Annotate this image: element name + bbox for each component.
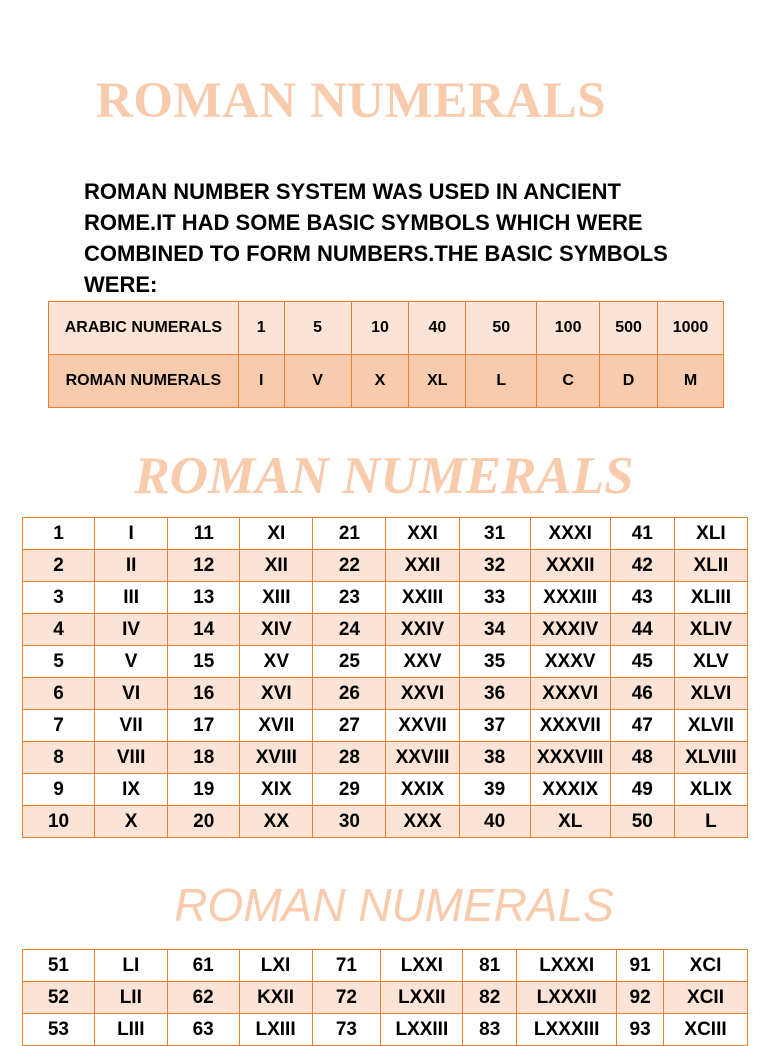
table-cell: 15: [168, 646, 240, 678]
table-cell: 48: [610, 742, 674, 774]
table-cell: 81: [463, 950, 517, 982]
table-cell: 50: [466, 302, 537, 355]
table-cell: XLII: [674, 550, 747, 582]
table-cell: 24: [313, 614, 386, 646]
table-cell: XCII: [664, 982, 748, 1014]
table-cell: XXX: [386, 806, 459, 838]
table-cell: XLVI: [674, 678, 747, 710]
table-cell: 34: [459, 614, 530, 646]
table-cell: 10: [351, 302, 409, 355]
table-cell: XXXI: [530, 518, 610, 550]
table-cell: 49: [610, 774, 674, 806]
table-cell: 1000: [658, 302, 724, 355]
table-cell: ARABIC NUMERALS: [49, 302, 239, 355]
table-row: [23, 582, 748, 614]
table-cell: 41: [610, 518, 674, 550]
table-row: [49, 302, 724, 355]
table-cell: XIX: [240, 774, 313, 806]
table-cell: 61: [167, 950, 239, 982]
table-row: [49, 355, 724, 408]
table-cell: 6: [23, 678, 95, 710]
table-cell: 45: [610, 646, 674, 678]
table-row: [23, 518, 748, 550]
table-cell: 72: [312, 982, 381, 1014]
table-cell: 51: [23, 950, 95, 982]
table-cell: ROMAN NUMERALS: [49, 355, 239, 408]
table-cell: 27: [313, 710, 386, 742]
table-cell: LIII: [94, 1014, 167, 1046]
table-cell: L: [466, 355, 537, 408]
table-cell: 52: [23, 982, 95, 1014]
table-cell: XLV: [674, 646, 747, 678]
table-cell: 1: [238, 302, 284, 355]
table-cell: XX: [240, 806, 313, 838]
table-cell: 22: [313, 550, 386, 582]
table-cell: 23: [313, 582, 386, 614]
table-cell: 21: [313, 518, 386, 550]
table-cell: 37: [459, 710, 530, 742]
table-cell: 100: [537, 302, 600, 355]
table-row: [23, 710, 748, 742]
table-row: [23, 774, 748, 806]
table-cell: XXIX: [386, 774, 459, 806]
section-title-51-100: ROMAN NUMERALS: [174, 879, 614, 931]
table-cell: 36: [459, 678, 530, 710]
table-cell: XLVII: [674, 710, 747, 742]
table-cell: 10: [23, 806, 95, 838]
table-cell: 17: [168, 710, 240, 742]
table-cell: III: [95, 582, 168, 614]
table-cell: XXVII: [386, 710, 459, 742]
table-row: [23, 806, 748, 838]
table-cell: 5: [284, 302, 351, 355]
table-cell: L: [674, 806, 747, 838]
table-cell: 46: [610, 678, 674, 710]
table-cell: LXXXII: [517, 982, 617, 1014]
table-cell: XL: [409, 355, 466, 408]
table-cell: XI: [240, 518, 313, 550]
table-cell: XXXVIII: [530, 742, 610, 774]
table-cell: LXI: [239, 950, 312, 982]
table-cell: XXI: [386, 518, 459, 550]
table-cell: XXXV: [530, 646, 610, 678]
table-cell: 500: [600, 302, 658, 355]
table-row: [23, 982, 748, 1014]
table-cell: 31: [459, 518, 530, 550]
table-cell: 28: [313, 742, 386, 774]
table-cell: X: [351, 355, 409, 408]
table-cell: 1: [23, 518, 95, 550]
table-row: [23, 646, 748, 678]
numerals-table-1-50: [22, 517, 748, 838]
page-title: ROMAN NUMERALS: [96, 73, 606, 129]
table-cell: 33: [459, 582, 530, 614]
table-cell: 7: [23, 710, 95, 742]
basic-symbols-table: [48, 301, 724, 408]
intro-paragraph: ROMAN NUMBER SYSTEM WAS USED IN ANCIENT ROME.IT HAD SOME BASIC SYMBOLS WHICH WERE COMBINED TO FORM NUMBERS.THE BASIC SYMBOLS WERE:: [84, 179, 668, 297]
table-cell: 32: [459, 550, 530, 582]
table-cell: XXXIX: [530, 774, 610, 806]
table-cell: 5: [23, 646, 95, 678]
table-cell: XXXVI: [530, 678, 610, 710]
table-cell: IV: [95, 614, 168, 646]
table-cell: 44: [610, 614, 674, 646]
table-cell: X: [95, 806, 168, 838]
table-cell: II: [95, 550, 168, 582]
table-cell: XV: [240, 646, 313, 678]
table-cell: XIV: [240, 614, 313, 646]
table-cell: 9: [23, 774, 95, 806]
table-row: [23, 1014, 748, 1046]
table-cell: D: [600, 355, 658, 408]
table-cell: 8: [23, 742, 95, 774]
table-cell: VIII: [95, 742, 168, 774]
table-cell: XLIX: [674, 774, 747, 806]
table-cell: 53: [23, 1014, 95, 1046]
table-cell: XXVIII: [386, 742, 459, 774]
table-cell: 73: [312, 1014, 381, 1046]
table-cell: 30: [313, 806, 386, 838]
table-cell: I: [95, 518, 168, 550]
table-cell: XL: [530, 806, 610, 838]
table-cell: XLI: [674, 518, 747, 550]
table-cell: V: [95, 646, 168, 678]
table-cell: LII: [94, 982, 167, 1014]
table-cell: VI: [95, 678, 168, 710]
table-cell: 71: [312, 950, 381, 982]
table-cell: C: [537, 355, 600, 408]
table-cell: 4: [23, 614, 95, 646]
table-row: [23, 950, 748, 982]
table-cell: LXXXI: [517, 950, 617, 982]
table-cell: LXXXIII: [517, 1014, 617, 1046]
table-cell: XXXVII: [530, 710, 610, 742]
table-cell: XLIII: [674, 582, 747, 614]
numerals-table-51-100: [22, 949, 748, 1046]
table-cell: 39: [459, 774, 530, 806]
table-cell: VII: [95, 710, 168, 742]
table-cell: XXXIII: [530, 582, 610, 614]
table-cell: XCIII: [664, 1014, 748, 1046]
table-cell: LXXI: [381, 950, 463, 982]
table-cell: M: [658, 355, 724, 408]
table-cell: 16: [168, 678, 240, 710]
table-cell: XVII: [240, 710, 313, 742]
table-cell: 62: [167, 982, 239, 1014]
table-cell: 40: [459, 806, 530, 838]
table-cell: XXXII: [530, 550, 610, 582]
table-cell: XLIV: [674, 614, 747, 646]
table-cell: XII: [240, 550, 313, 582]
table-cell: LXXII: [381, 982, 463, 1014]
table-cell: XVIII: [240, 742, 313, 774]
table-cell: XCI: [664, 950, 748, 982]
table-cell: 43: [610, 582, 674, 614]
table-cell: 11: [168, 518, 240, 550]
table-cell: XXVI: [386, 678, 459, 710]
table-cell: 83: [463, 1014, 517, 1046]
table-cell: 18: [168, 742, 240, 774]
table-cell: KXII: [239, 982, 312, 1014]
table-cell: 13: [168, 582, 240, 614]
table-cell: 38: [459, 742, 530, 774]
table-cell: 93: [617, 1014, 664, 1046]
table-row: [23, 678, 748, 710]
table-cell: I: [238, 355, 284, 408]
table-cell: XXV: [386, 646, 459, 678]
table-cell: 26: [313, 678, 386, 710]
table-cell: 42: [610, 550, 674, 582]
table-cell: 25: [313, 646, 386, 678]
table-cell: 92: [617, 982, 664, 1014]
table-cell: XLVIII: [674, 742, 747, 774]
table-cell: 47: [610, 710, 674, 742]
table-row: [23, 742, 748, 774]
table-cell: 14: [168, 614, 240, 646]
section-title-1-50: ROMAN NUMERALS: [134, 447, 634, 505]
table-cell: 40: [409, 302, 466, 355]
table-cell: XXIII: [386, 582, 459, 614]
table-cell: XXIV: [386, 614, 459, 646]
table-cell: 3: [23, 582, 95, 614]
table-cell: LXIII: [239, 1014, 312, 1046]
table-cell: V: [284, 355, 351, 408]
table-cell: IX: [95, 774, 168, 806]
table-row: [23, 614, 748, 646]
table-row: [23, 550, 748, 582]
table-cell: 29: [313, 774, 386, 806]
table-cell: 91: [617, 950, 664, 982]
table-cell: XVI: [240, 678, 313, 710]
table-cell: 19: [168, 774, 240, 806]
table-cell: 35: [459, 646, 530, 678]
table-cell: 20: [168, 806, 240, 838]
table-cell: XXII: [386, 550, 459, 582]
table-cell: LXXIII: [381, 1014, 463, 1046]
table-cell: 12: [168, 550, 240, 582]
table-cell: 82: [463, 982, 517, 1014]
table-cell: LI: [94, 950, 167, 982]
table-cell: XXXIV: [530, 614, 610, 646]
table-cell: 2: [23, 550, 95, 582]
table-cell: XIII: [240, 582, 313, 614]
table-cell: 63: [167, 1014, 239, 1046]
table-cell: 50: [610, 806, 674, 838]
